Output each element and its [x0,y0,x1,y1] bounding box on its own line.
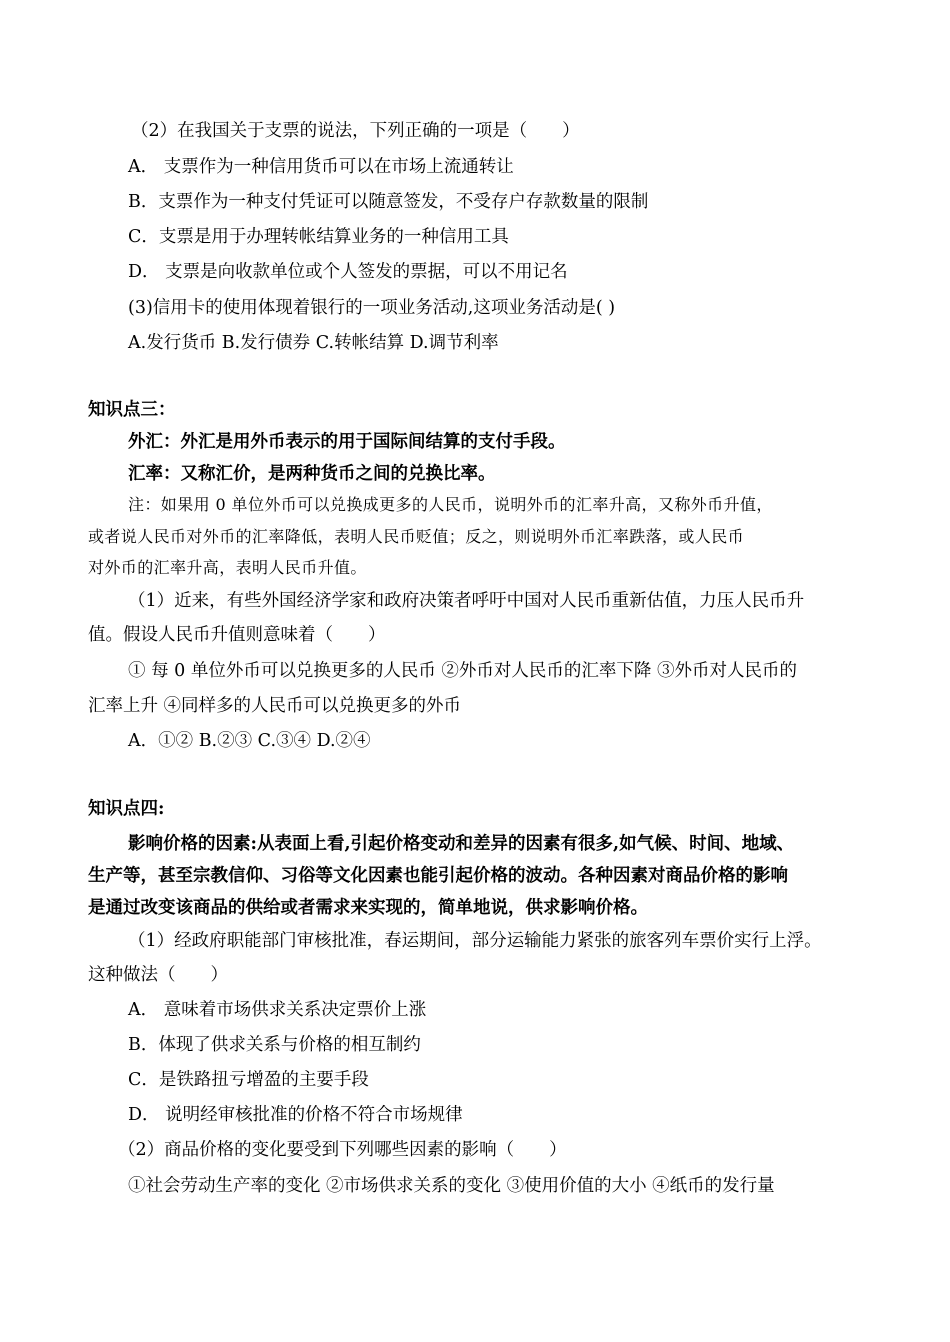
option-c: C．支票是用于办理转帐结算业务的一种信用工具 [128,227,509,247]
option-b: B．体现了供求关系与价格的相互制约 [128,1035,421,1055]
definition-forex: 外汇：外汇是用外币表示的用于国际间结算的支付手段。 [128,432,566,452]
choices-line: 汇率上升 ④同样多的人民币可以兑换更多的外币 [88,696,462,716]
bold-paragraph-line: 影响价格的因素:从表面上看,引起价格变动和差异的因素有很多,如气候、时间、地域、 [128,834,795,854]
question-stem: (3)信用卡的使用体现着银行的一项业务活动,这项业务活动是( ) [128,298,616,318]
options-row: A．①② B.②③ C.③④ D.②④ [128,731,371,751]
question-stem: （1）经政府职能部门审核批准，春运期间，部分运输能力紧张的旅客列车票价实行上浮。 [128,931,822,951]
option-d: D． 说明经审核批准的价格不符合市场规律 [128,1105,463,1125]
bold-paragraph-line: 是通过改变该商品的供给或者需求来实现的，简单地说，供求影响价格。 [88,898,648,918]
question-stem: 这种做法（ ） [88,965,228,985]
question-stem: （2）商品价格的变化要受到下列哪些因素的影响（ ） [118,1140,567,1160]
choices-line: ① 每 0 单位外币可以兑换更多的人民币 ②外币对人民币的汇率下降 ③外币对人民币的 [128,661,797,681]
choices-line: ①社会劳动生产率的变化 ②市场供求关系的变化 ③使用价值的大小 ④纸币的发行量 [128,1176,775,1196]
option-a: A． 意味着市场供求关系决定票价上涨 [128,1000,427,1020]
question-stem: （2）在我国关于支票的说法，下列正确的一项是（ ） [131,121,580,141]
note-line: 注：如果用 0 单位外币可以兑换成更多的人民币，说明外币的汇率升高，又称外币升值， [128,495,773,514]
bold-paragraph-line: 生产等，甚至宗教信仰、习俗等文化因素也能引起价格的波动。各种因素对商品价格的影响 [88,866,788,886]
option-c: C．是铁路扭亏增盈的主要手段 [128,1070,369,1090]
question-stem: （1）近来，有些外国经济学家和政府决策者呼吁中国对人民币重新估值，力压人民币升 [128,591,805,611]
options-row: A.发行货币 B.发行债券 C.转帐结算 D.调节利率 [128,333,499,353]
option-b: B．支票作为一种支付凭证可以随意签发，不受存户存款数量的限制 [128,192,649,212]
question-stem: 值。假设人民币升值则意味着（ ） [88,625,386,645]
option-d: D． 支票是向收款单位或个人签发的票据，可以不用记名 [128,262,568,282]
definition-exchange-rate: 汇率：又称汇价，是两种货币之间的兑换比率。 [128,464,496,484]
section-heading: 知识点四: [88,799,165,819]
section-heading: 知识点三： [88,400,176,420]
note-line: 对外币的汇率升高，表明人民币升值。 [88,558,367,577]
note-line: 或者说人民币对外币的汇率降低，表明人民币贬值；反之，则说明外币汇率跌落，或人民币 [88,527,745,546]
option-a: A． 支票作为一种信用货币可以在市场上流通转让 [128,157,514,177]
